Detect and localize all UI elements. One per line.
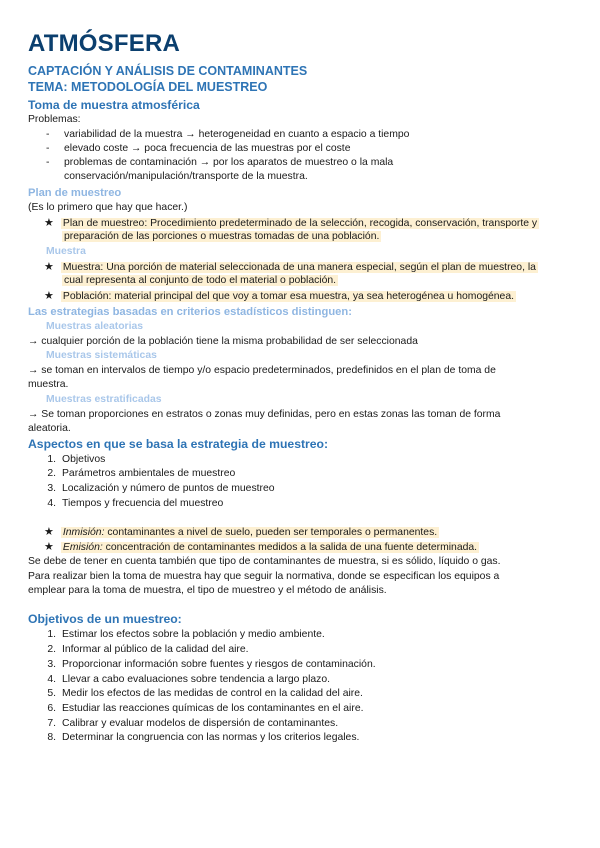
item-text: Tiempos y frecuencia del muestreo xyxy=(62,498,224,509)
plan-heading: Plan de muestreo xyxy=(28,187,122,199)
inmision-definition xyxy=(61,527,439,538)
star-item xyxy=(44,216,539,231)
item-number: 1. xyxy=(47,454,56,465)
problem-text: elevado coste → poca frecuencia de las muestras por el coste xyxy=(64,143,351,154)
objetivos-heading: Objetivos de un muestreo: xyxy=(28,612,182,626)
highlight-text: preparación de las porciones o muestras tomadas de una población. xyxy=(64,231,380,242)
item-text: Informar al público de la calidad del aire. xyxy=(62,644,249,655)
item-number: 3. xyxy=(47,659,56,670)
plan-intro: (Es lo primero que hay que hacer.) xyxy=(28,202,188,213)
item-number: 4. xyxy=(47,498,56,509)
estratificadas-heading: Muestras estratificadas xyxy=(46,394,162,405)
star-icon: ★ xyxy=(44,290,54,302)
section-subtitle: CAPTACIÓN Y ANÁLISIS DE CONTAMINANTES xyxy=(28,64,308,78)
item-text: Estimar los efectos sobre la población y medio ambiente. xyxy=(62,629,325,640)
aleatorias-heading: Muestras aleatorias xyxy=(46,321,144,332)
star-item xyxy=(44,525,439,540)
list-item xyxy=(38,482,275,496)
sistematicas-text-continued: muestra. xyxy=(28,379,69,390)
poblacion-definition: Población: material principal del que voy a tomar esa muestra, ya sea heterogénea u homogénea. xyxy=(62,291,515,302)
item-text: Objetivos xyxy=(62,454,106,465)
toma-heading: Toma de muestra atmosférica xyxy=(28,98,200,112)
problems-label: Problemas: xyxy=(28,114,81,125)
star-item xyxy=(44,260,538,275)
item-number: 7. xyxy=(47,718,56,729)
dash-bullet: - xyxy=(46,157,50,168)
topic-heading: TEMA: METODOLOGÍA DEL MUESTREO xyxy=(28,80,268,94)
list-item xyxy=(38,687,363,701)
list-item xyxy=(28,156,394,170)
list-item xyxy=(38,731,359,745)
item-number: 2. xyxy=(47,644,56,655)
star-item xyxy=(44,289,516,304)
list-item xyxy=(38,453,105,467)
list-item xyxy=(28,142,351,156)
list-item xyxy=(38,643,249,657)
plan-definition-line: Plan de muestreo: Procedimiento predeterminado de la selección, recogida, conservación, transporte y xyxy=(62,218,538,229)
item-number: 8. xyxy=(47,732,56,743)
item-text: Proporcionar información sobre fuentes y riesgos de contaminación. xyxy=(62,659,376,670)
emision-text: concentración de contaminantes medidos a la salida de una fuente determinada. xyxy=(102,542,478,553)
estratificadas-text: → Se toman proporciones en estratos o zonas muy definidas, pero en estas zonas las toman de forma xyxy=(28,409,501,420)
aspectos-heading: Aspectos en que se basa la estrategia de muestreo: xyxy=(28,437,329,451)
inmision-term: Inmisión: xyxy=(62,527,105,538)
emision-definition xyxy=(61,542,479,553)
paragraph: Se debe de tener en cuenta también que tipo de contaminantes de muestra, si es sólido, líquido o gas. xyxy=(28,556,501,567)
star-icon: ★ xyxy=(44,541,54,553)
estrategias-heading: Las estrategias basadas en criterios estadísticos distinguen: xyxy=(28,306,352,318)
inmision-text: contaminantes a nivel de suelo, pueden ser temporales o permanentes. xyxy=(104,527,438,538)
item-number: 4. xyxy=(47,674,56,685)
sistematicas-heading: Muestras sistemáticas xyxy=(46,350,157,361)
list-item xyxy=(38,673,330,687)
list-item xyxy=(38,717,338,731)
star-icon: ★ xyxy=(44,526,54,538)
item-number: 1. xyxy=(47,629,56,640)
item-text: Parámetros ambientales de muestreo xyxy=(62,468,236,479)
aleatorias-text: → cualquier porción de la población tiene la misma probabilidad de ser seleccionada xyxy=(28,336,418,347)
item-number: 6. xyxy=(47,703,56,714)
muestra-heading: Muestra xyxy=(46,246,86,257)
emision-term: Emisión: xyxy=(62,542,103,553)
highlight-text: cual representa al conjunto de todo el material o población. xyxy=(64,275,337,286)
item-number: 5. xyxy=(47,688,56,699)
sistematicas-text: → se toman en intervalos de tiempo y/o espacio predeterminados, predefinidos en el plan de toma de xyxy=(28,365,496,376)
muestra-definition-line: Muestra: Una porción de material seleccionada de una manera especial, según el plan de muestreo, la xyxy=(62,262,536,273)
star-icon: ★ xyxy=(44,261,54,273)
list-item xyxy=(38,497,223,511)
list-item xyxy=(38,658,376,672)
item-text: Medir los efectos de las medidas de control en la calidad del aire. xyxy=(62,688,363,699)
estratificadas-text-continued: aleatoria. xyxy=(28,423,71,434)
page-title: ATMÓSFERA xyxy=(28,30,181,57)
item-text: Llevar a cabo evaluaciones sobre tendencia a largo plazo. xyxy=(62,674,331,685)
list-item xyxy=(28,128,410,142)
problem-text-continued: conservación/manipulación/transporte de la muestra. xyxy=(64,171,308,182)
item-text: Determinar la congruencia con las normas y los criterios legales. xyxy=(62,732,360,743)
paragraph: Para realizar bien la toma de muestra hay que seguir la normativa, donde se especifican los equipos a xyxy=(28,571,500,582)
item-text: Calibrar y evaluar modelos de dispersión de contaminantes. xyxy=(62,718,339,729)
star-icon: ★ xyxy=(44,217,54,229)
problem-text: variabilidad de la muestra → heterogeneidad en cuanto a espacio a tiempo xyxy=(64,129,410,140)
list-item xyxy=(38,702,364,716)
plan-definition-continued xyxy=(62,230,381,244)
dash-bullet: - xyxy=(46,129,50,140)
muestra-definition-continued xyxy=(62,274,338,288)
star-item xyxy=(44,540,479,555)
item-text: Estudiar las reacciones químicas de los contaminantes en el aire. xyxy=(62,703,364,714)
item-text: Localización y número de puntos de muestreo xyxy=(62,483,275,494)
paragraph-continued: emplear para la toma de muestra, el tipo de muestreo y el método de análisis. xyxy=(28,585,387,596)
item-number: 2. xyxy=(47,468,56,479)
list-item xyxy=(38,467,235,481)
item-number: 3. xyxy=(47,483,56,494)
dash-bullet: - xyxy=(46,143,50,154)
list-item xyxy=(38,628,325,642)
problem-text: problemas de contaminación → por los aparatos de muestreo o la mala xyxy=(64,157,394,168)
